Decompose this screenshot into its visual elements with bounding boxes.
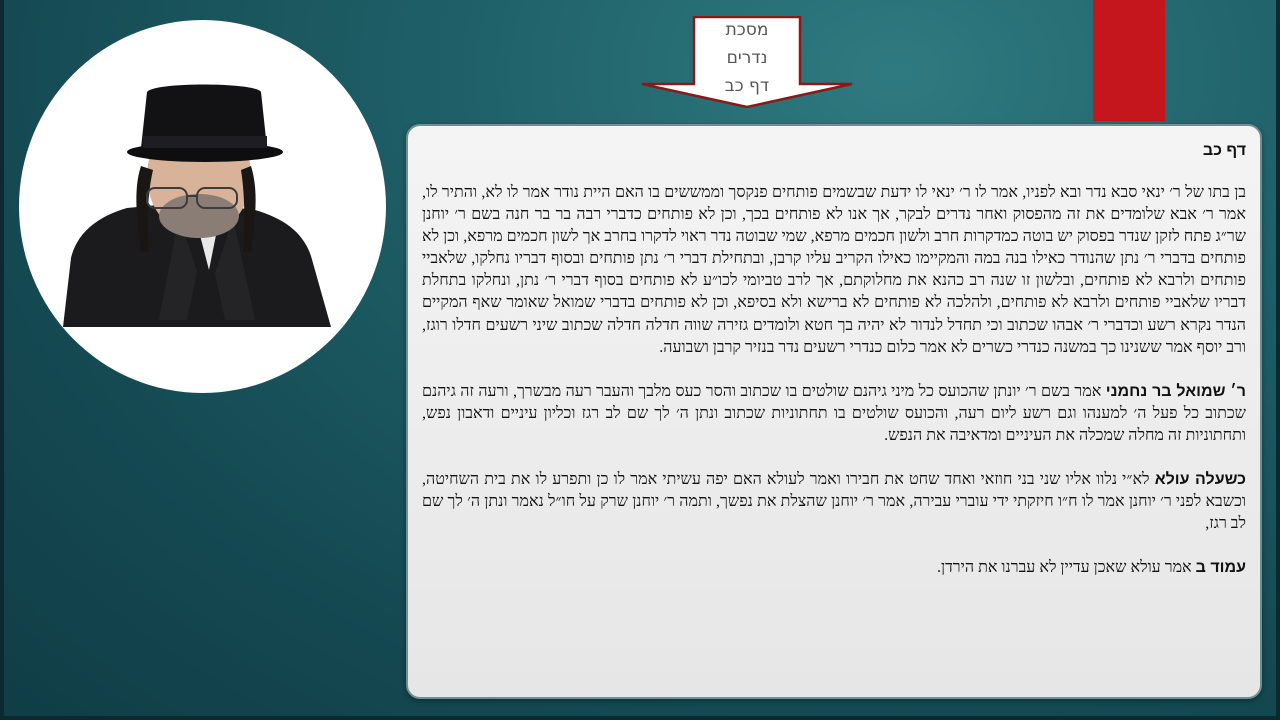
speaker-video-circle bbox=[19, 20, 386, 393]
summary-paragraph-1 bbox=[422, 182, 1246, 359]
speaker-portrait bbox=[19, 20, 386, 393]
paragraph-text: בן בתו של ר׳ ינאי סבא נדר ובא לפניו, אמר לו ר׳ ינאי לו ידעת שבשמים פותחים פנקסך וממששים בו האם היית נודר אמר לו לא, והתיר לו, אמר ר׳ אבא שלומדים את זה מהפסוק ואחר נדרים לבקר, אך אנו לא פותחים בכך, וכן לא פותחים כדברי רבה בר בר חנה בשם ר׳ יוחנן שר״ג פתח לזקן שנדר בפסוק יש בוטה כמדקרות חרב ולשון חכמים מרפא, שמי שבוטה נדר ראוי לדקרו בחרב אך לשון חכמים מרפא, וכן לא פותחים בדברי ר׳ נתן שהנודר כאילו בנה במה והמקיימו כאילו הקריב עליו קרבן, ובתחילת דברי ר׳ נתן פותחים ובסוף דבריו נחלקו, שלאביי פותחים ולרבא לא פותחים, ובלשון זו שנה רב כהנא את מחלוקתם, אך לרב טביומי לכו״ע לא פותחים בסוף דברי ר׳ נתן, ונחלקו בתחלת דבריו שלאביי פותחים ולרבא לא פותחים, ולהלכה לא פותחים לא ברישא ולא בסיפא, וכן לא פותחים בדברי שמואל שאומר שאף המקיים הנדר נקרא רשע וכדברי ר׳ אבהו שכתוב וכי תחדל לנדור לא יהיה בך חטא ולומדים גזירה שווה חדלה חדלה שכתוב שיני רשעים חדלו רוגז, ורב יוסף אמר ששנינו כך במשנה כנדרי כשרים לא אמר כלום כנדרי רשעים נדר בנזיר קרבן ושבועה. bbox=[422, 184, 1246, 356]
summary-paragraph-3 bbox=[422, 469, 1246, 535]
summary-paragraph-2 bbox=[422, 381, 1246, 447]
paragraph-lead: עמוד ב bbox=[1195, 559, 1246, 577]
tractate-banner-text bbox=[694, 16, 800, 100]
tractate-subname: נדרים bbox=[726, 48, 768, 68]
tractate-name: מסכת bbox=[725, 20, 769, 40]
paragraph-text: אמר עולא שאכן עדיין לא עברנו את הירדן. bbox=[937, 559, 1196, 577]
gemara-summary-panel bbox=[406, 124, 1262, 699]
paragraph-text: לא״י נלוו אליו שני בני חוזאי ואחד שחט את חבירו ואמר לעולא האם יפה עשיתי אמר לו כן ותפרע לו את בית השחיטה, וכשבא לפני ר׳ יוחנן אמר לו ח״ו חיזקתי ידי עוברי עבירה, אמר ר׳ יוחנן שהצלת את נפשך, ותמה ר׳ יוחנן שרק על חו״ל נאמר ונתן ה׳ לך שם לב רגז, bbox=[422, 471, 1246, 533]
paragraph-text: אמר בשם ר׳ יונתן שהכועס כל מיני גיהנם שולטים בו שכתוב והסר כעס מלבך והעבר רעה מבשרך, ורעה זה גיהנם שכתוב כל פעל ה׳ למענהו וגם רשע ליום רעה, והכועס שולטים בו תחתוניות שכתוב ונתן ה׳ לך שם לב רגז וכליון עיניים ודאבון נפש, ותחתוניות זה מחלה שמכלה את העיניים ומדאיבה את הנפש. bbox=[422, 382, 1246, 444]
summary-paragraph-4 bbox=[422, 557, 1246, 579]
paragraph-lead: כשעלה עולא bbox=[1154, 471, 1247, 489]
paragraph-lead: ר׳ שמואל בר נחמני bbox=[1105, 382, 1247, 400]
tractate-banner-arrow bbox=[640, 16, 854, 108]
page-title: דף כב bbox=[1202, 142, 1246, 159]
daf-label: דף כב bbox=[724, 76, 770, 96]
red-accent-bar bbox=[1093, 0, 1165, 121]
